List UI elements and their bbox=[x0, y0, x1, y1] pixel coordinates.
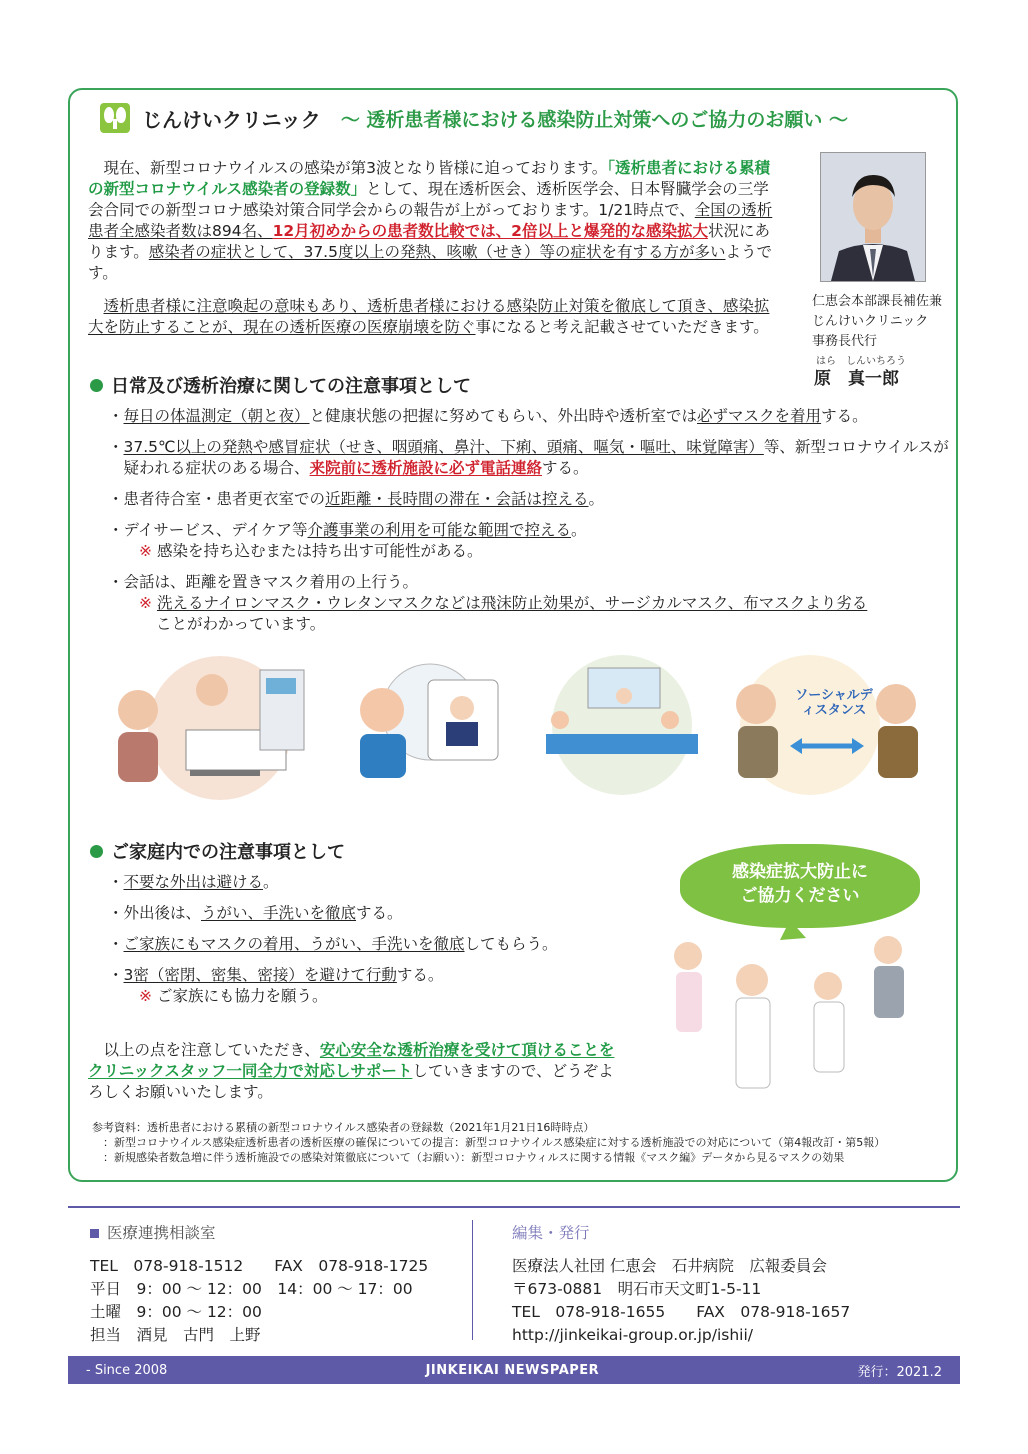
header bbox=[100, 100, 848, 136]
list-item: ・ご家族にもマスクの着用、うがい、手洗いを徹底してもらう。 bbox=[108, 935, 558, 953]
social-distance-label: ソーシャルディスタンス bbox=[795, 688, 873, 718]
list-item: ・外出後は、うがい、手洗いを徹底する。 bbox=[108, 904, 403, 922]
section1-heading: 日常及び透析治療に関しての注意事項として bbox=[90, 372, 471, 398]
precaution-illustrations bbox=[90, 650, 940, 800]
list-item: ・毎日の体温測定（朝と夜）と健康状態の把握に努めてもらい、外出時や透析室では必ずマスクを着用する。 bbox=[108, 407, 868, 425]
bullet-dot-icon bbox=[90, 845, 103, 858]
clinic-logo-icon bbox=[100, 103, 130, 133]
list-item: ・デイサービス、デイケア等介護事業の利用を可能な範囲で控える。 ※ 感染を持ち込むまたは持ち出す可能性がある。 bbox=[108, 521, 587, 560]
list-item: ・3密（密閉、密集、密接）を避けて行動する。 ※ ご家族にも協力を願う。 bbox=[108, 966, 444, 1005]
medical-staff-illustration bbox=[660, 920, 950, 1100]
section1-items bbox=[108, 406, 958, 645]
closing-text: 以上の点を注意していただき、安心安全な透析治療を受けて頂けることをクリニックスタッフ一同全力で対応しサポートしていきますので、どうぞよろしくお願いいたします。 bbox=[88, 1041, 615, 1101]
bullet-dot-icon bbox=[90, 379, 103, 392]
page-title: ～ 透析患者様における感染防止対策へのご協力のお願い ～ bbox=[340, 108, 849, 131]
waiting-room-illustration bbox=[546, 655, 698, 795]
cooperation-speech-bubble: 感染症拡大防止に ご協力ください bbox=[680, 844, 920, 928]
newsletter-footer-bar: - Since 2008 JINKEIKAI NEWSPAPER 発行：2021.2 bbox=[68, 1356, 960, 1384]
social-distance-illustration bbox=[736, 655, 918, 795]
staff-name: 原 真一郎 bbox=[814, 369, 899, 389]
website-link[interactable]: http://jinkeikai-group.or.jp/ishii/ bbox=[512, 1326, 753, 1344]
intro-text bbox=[88, 158, 778, 350]
footer-divider bbox=[68, 1206, 960, 1208]
list-item: ・患者待合室・患者更衣室での近距離・長時間の滞在・会話は控える。 bbox=[108, 490, 605, 508]
section2-heading: ご家庭内での注意事項として bbox=[90, 838, 345, 864]
publisher-info: 編集・発行 医療法人社団 仁恵会 石井病院 広報委員会 〒673-0881 明石市天文町1-5-11 TEL 078-918-1655 FAX 078-918-1657 http://jinkeikai-group.or.jp/ishii/ bbox=[512, 1222, 850, 1347]
list-item: ・37.5℃以上の発熱や感冒症状（せき、咽頭痛、鼻汁、下痢、頭痛、嘔気・嘔吐、味覚障害）等、新型コロナウイルスが疑われる症状のある場合、来院前に透析施設に必ず電話連絡する。 bbox=[108, 438, 949, 477]
dialysis-illustration bbox=[118, 656, 304, 800]
list-item: ・不要な外出は避ける。 bbox=[108, 873, 279, 891]
clinic-name: じんけいクリニック bbox=[142, 107, 321, 132]
list-item: ・会話は、距離を置きマスク着用の上行う。 ※ 洗えるナイロンマスク・ウレタンマスクなどは飛沫防止効果が、サージカルマスク、布マスクより劣る ことがわかっています。 bbox=[108, 573, 868, 633]
intro-paragraph-2: 透析患者様に注意喚起の意味もあり、透析患者様における感染防止対策を徹底して頂き、感染拡大を防止することが、現在の透析医療の医療崩壊を防ぐ事になると考え記載させていただきます。 bbox=[88, 297, 770, 336]
staff-name-ruby: はら しんいちろう bbox=[816, 356, 906, 367]
staff-photo bbox=[820, 152, 926, 282]
staff-caption: 仁恵会本部課長補佐兼 じんけいクリニック 事務長代行 bbox=[812, 294, 943, 349]
phone-call-illustration bbox=[360, 664, 498, 778]
footer-column-divider bbox=[472, 1220, 473, 1340]
references: 参考資料：透析患者における累積の新型コロナウイルス感染者の登録数（2021年1月21日16時時点） ：新型コロナウイルス感染症透析患者の透析医療の確保についての提言：新型コロナウイルス感染症に対する透析施設での対応について（第4報改訂・第5報） ：新規感染者数急増に伴う透析施設での感染対策徹底について（お願い）：新型コロナウィルスに関する情報《マスク編》データから見るマスクの効果 bbox=[92, 1121, 886, 1164]
contact-info: 医療連携相談室 TEL 078-918-1512 FAX 078-918-1725 平日 9：00 ～ 12：00 14：00 ～ 17：00 土曜 9：00 ～ 12：00 担当 酒見 古門 上野 bbox=[90, 1224, 429, 1344]
section2-items bbox=[108, 872, 668, 1017]
intro-paragraph-1: 現在、新型コロナウイルスの感染が第3波となり皆様に迫っております。「透析患者における累積の新型コロナウイルス感染者の登録数」として、現在透析医会、透析医学会、日本腎臓学会の三学会合同での新型コロナ感染対策合同学会からの報告が上がっております。1/21時点で、全国の透析患者全感染者数は894名、12月初めからの患者数比較では、2倍以上と爆発的な感染拡大状況にあります。感染者の症状として、37.5度以上の発熱、咳嗽（せき）等の症状を有する方が多いようです。 bbox=[88, 159, 773, 282]
